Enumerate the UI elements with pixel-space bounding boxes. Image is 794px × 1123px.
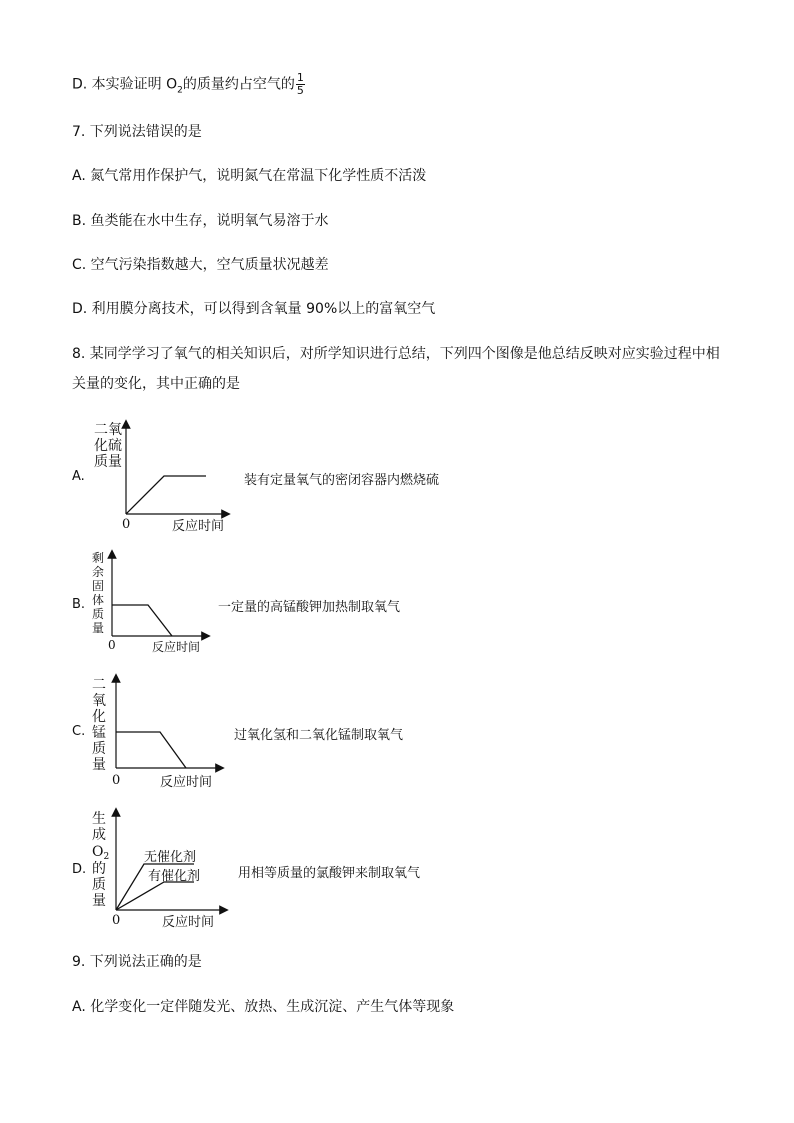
q8-stem-line2: 关量的变化，其中正确的是 bbox=[72, 376, 240, 392]
q8-stem-line1: 8. 某同学学习了氧气的相关知识后，对所学知识进行总结，下列四个图像是他总结反映对应实验过程中相 bbox=[72, 346, 720, 362]
y-label-char: 锰 bbox=[92, 725, 106, 741]
q7-option-d: D. 利用膜分离技术，可以得到含氧量 90%以上的富氧空气 bbox=[72, 301, 436, 317]
fraction: $\frac{1}{5}$ bbox=[296, 71, 304, 97]
q8-option-a-desc: 装有定量氧气的密闭容器内燃烧硫 bbox=[244, 473, 440, 488]
y-label-char: 量 bbox=[92, 621, 105, 635]
q8-option-b-letter: B. bbox=[72, 597, 86, 612]
q9-stem: 9. 下列说法正确的是 bbox=[72, 954, 202, 970]
q7-option-b: B. 鱼类能在水中生存，说明氧气易溶于水 bbox=[72, 213, 329, 229]
graph-b bbox=[88, 550, 218, 658]
x-label: 反应时间 bbox=[172, 519, 225, 534]
y-label-line1: 二氧 bbox=[94, 422, 122, 438]
y-label-char: 二 bbox=[92, 677, 106, 693]
q9-option-a: A. 化学变化一定伴随发光、放热、生成沉淀、产生气体等现象 bbox=[72, 999, 455, 1015]
q8-option-d-letter: D. bbox=[72, 862, 87, 877]
x-label: 反应时间 bbox=[160, 775, 213, 790]
graph-d bbox=[88, 806, 234, 932]
q7-option-c: C. 空气污染指数越大，空气质量状况越差 bbox=[72, 257, 329, 273]
y-label-char: 质 bbox=[92, 877, 106, 893]
y-label-char: 的 bbox=[92, 861, 106, 877]
q6-option-d: D. 本实验证明 $O_2$的质量约占空气的 $\frac{1}{5}$ bbox=[72, 71, 304, 97]
q8-option-c-desc: 过氧化氢和二氧化锰制取氧气 bbox=[234, 728, 404, 743]
curve-with-catalyst bbox=[116, 882, 194, 910]
y-label-char: 成 bbox=[92, 827, 106, 843]
y-label-char: $O_2$ bbox=[92, 844, 110, 862]
graph-a bbox=[86, 418, 236, 536]
q8-option-a-letter: A. bbox=[72, 469, 85, 484]
q8-option-c-letter: C. bbox=[72, 724, 86, 739]
y-label-char: 体 bbox=[92, 593, 105, 607]
q7-option-a: A. 氮气常用作保护气，说明氮气在常温下化学性质不活泼 bbox=[72, 168, 427, 184]
curve-remaining-solid bbox=[112, 605, 172, 636]
origin-label: 0 bbox=[108, 638, 116, 652]
curve-sulfur-dioxide bbox=[126, 476, 206, 514]
y-label-char: 固 bbox=[92, 579, 105, 593]
y-label-line2: 化硫 bbox=[94, 438, 122, 454]
x-label: 反应时间 bbox=[162, 915, 215, 930]
y-label-char: 余 bbox=[92, 565, 105, 579]
y-label-char: 剩 bbox=[92, 551, 105, 565]
y-label-char: 氧 bbox=[92, 693, 106, 709]
y-label-char: 量 bbox=[92, 893, 106, 909]
q8-option-b-desc: 一定量的高锰酸钾加热制取氧气 bbox=[218, 600, 401, 615]
origin-label: 0 bbox=[112, 913, 121, 928]
y-label-line3: 质量 bbox=[94, 454, 122, 470]
curve-label-no-catalyst: 无催化剂 bbox=[144, 850, 197, 865]
origin-label: 0 bbox=[122, 517, 131, 532]
x-label: 反应时间 bbox=[152, 640, 201, 654]
y-label-char: 量 bbox=[92, 757, 106, 773]
curve-label-with-catalyst: 有催化剂 bbox=[148, 869, 201, 884]
y-label-char: 生 bbox=[92, 811, 106, 827]
graph-c bbox=[88, 672, 228, 794]
curve-manganese-dioxide bbox=[116, 732, 186, 768]
y-label-char: 质 bbox=[92, 607, 105, 621]
y-label-char: 化 bbox=[92, 709, 106, 725]
origin-label: 0 bbox=[112, 773, 121, 788]
q8-option-d-desc: 用相等质量的氯酸钾来制取氧气 bbox=[238, 866, 421, 881]
y-label-char: 质 bbox=[92, 741, 106, 757]
q7-stem: 7. 下列说法错误的是 bbox=[72, 124, 202, 140]
